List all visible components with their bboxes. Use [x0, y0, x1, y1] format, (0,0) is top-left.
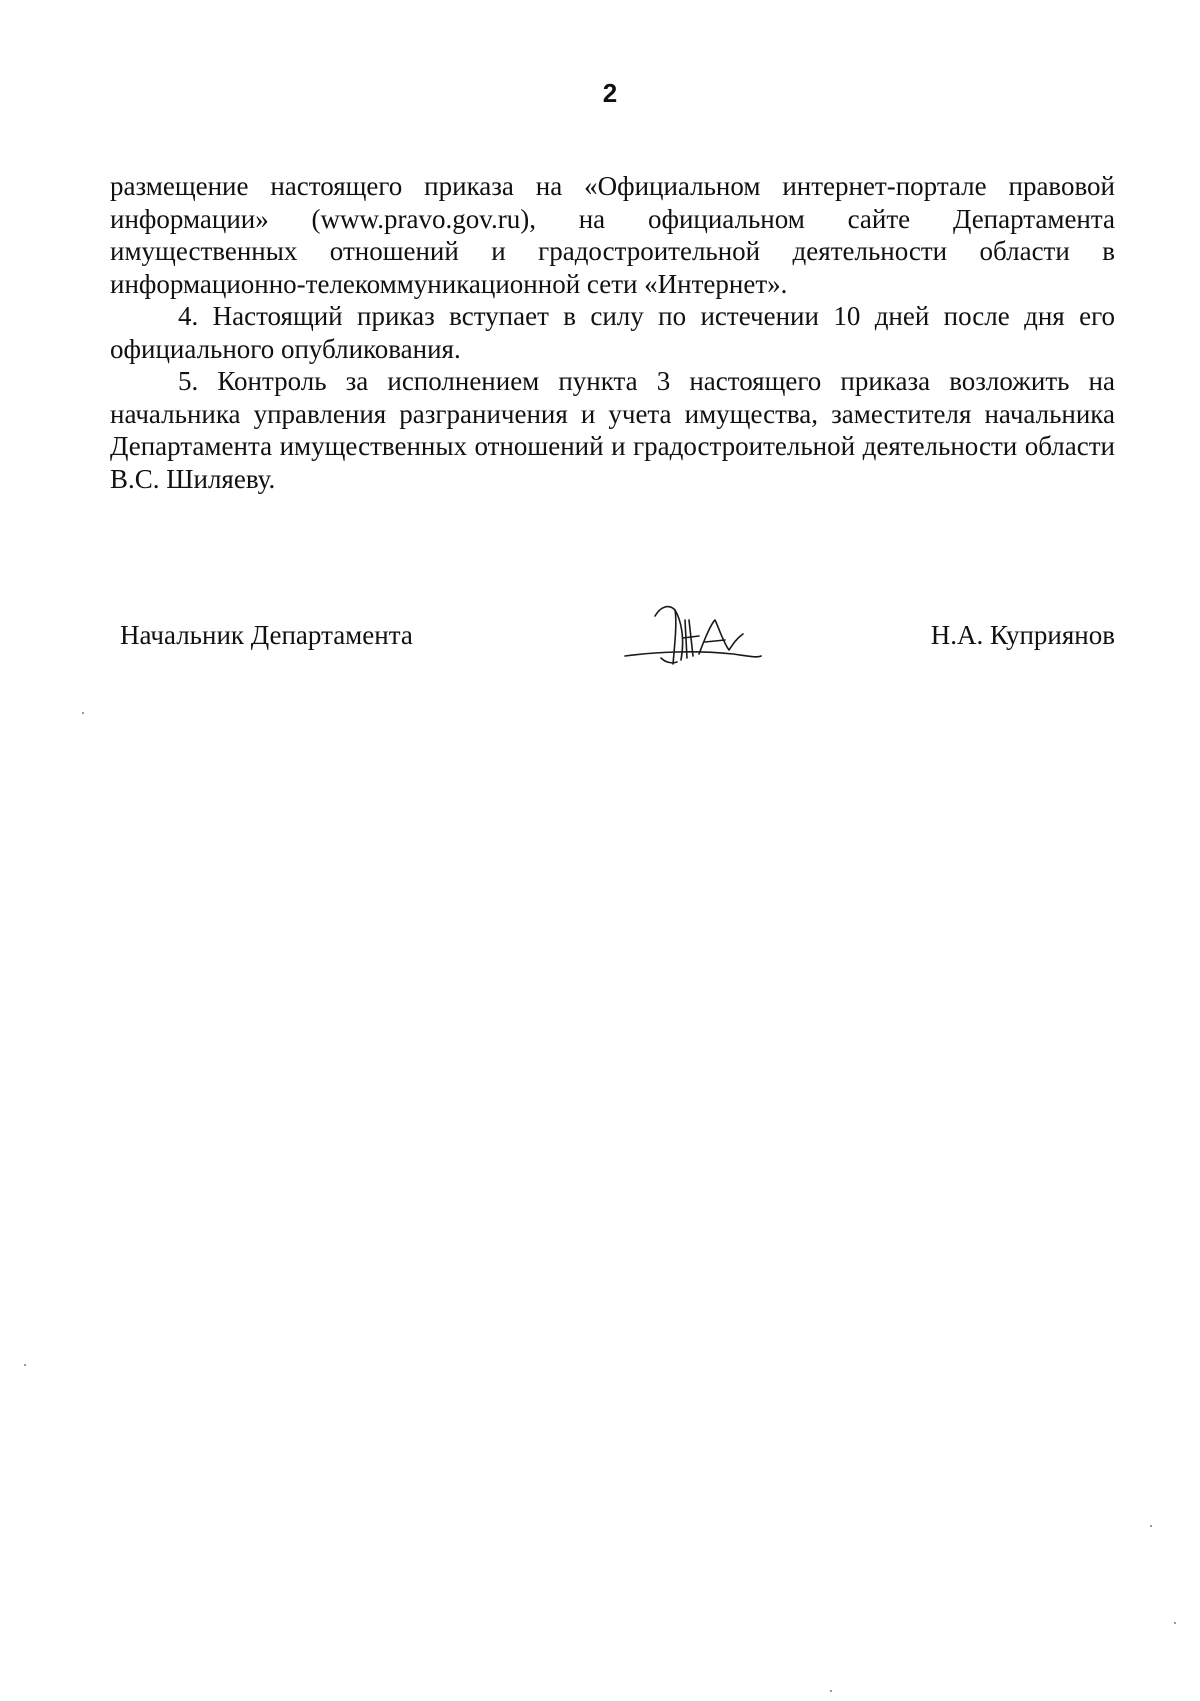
scan-speck: [82, 712, 84, 714]
scan-speck: [830, 1690, 832, 1692]
document-body: [110, 170, 1115, 495]
signature-block: [110, 598, 1115, 678]
signatory-position: Начальник Департамента: [120, 620, 413, 650]
paragraph-item-5: 5. Контроль за исполнением пункта 3 настоящего приказа возложить на начальника управления разграничения и учета имущества, заместителя начальника Департамента имущественных отношений и градостроительной деятельности области В.С. Шиляеву.: [110, 366, 1115, 494]
signatory-name: Н.А. Куприянов: [930, 620, 1115, 650]
handwritten-signature: [615, 598, 765, 678]
page-number: 2: [602, 78, 618, 108]
paragraph-continuation: размещение настоящего приказа на «Официальном интернет-портале правовой информации» (www.pravo.gov.ru), на официальном сайте Департамента имущественных отношений и градостроительной деятельности области в информационно-телекоммуникационной сети «Интернет».: [110, 171, 1115, 299]
scan-speck: [1150, 1525, 1152, 1527]
paragraph-item-4: 4. Настоящий приказ вступает в силу по истечении 10 дней после дня его официального опубликования.: [110, 301, 1115, 364]
scan-speck: [24, 1364, 26, 1366]
scan-speck: [1174, 1622, 1176, 1624]
